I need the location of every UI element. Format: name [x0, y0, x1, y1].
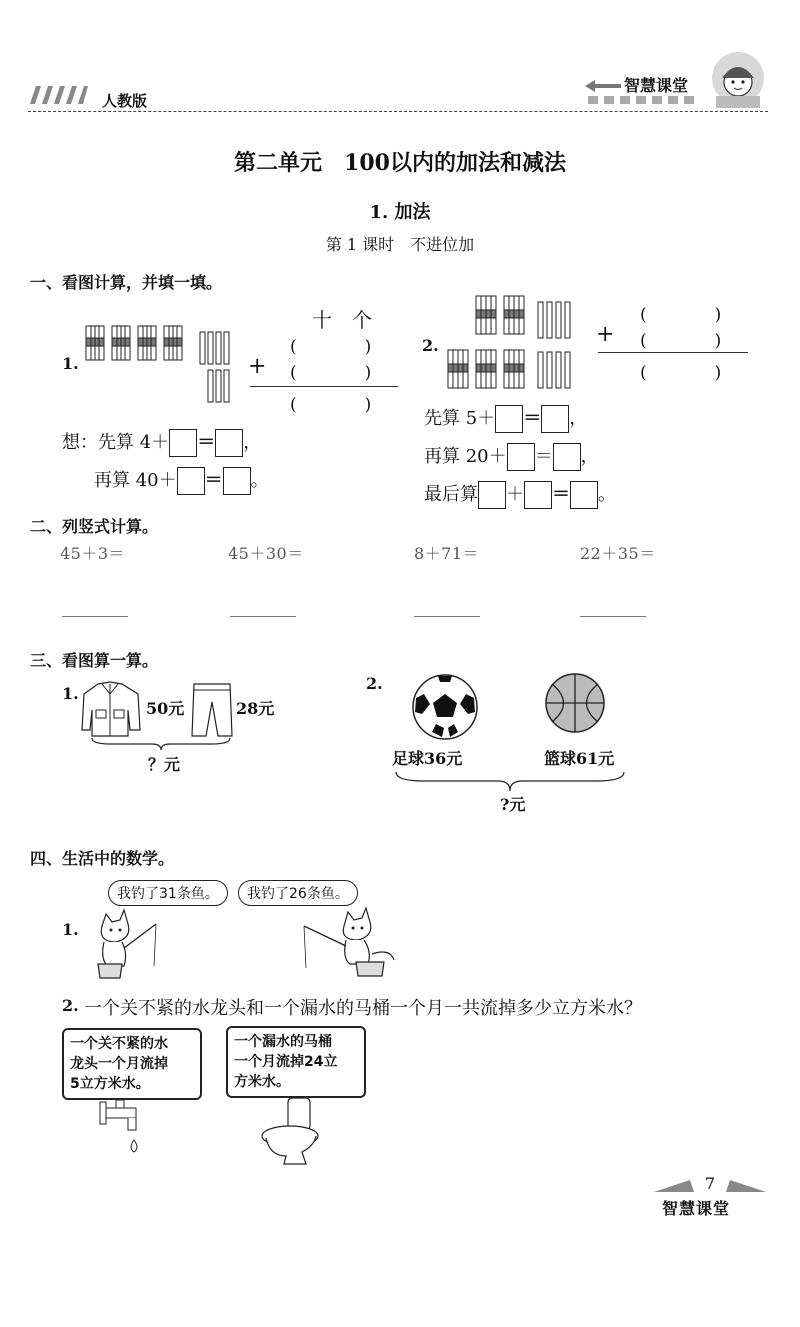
girl-mascot-icon: [708, 52, 770, 110]
note-line: 一个关不紧的水: [70, 1036, 168, 1052]
unit-title: 第二单元 100以内的加法和减法: [234, 150, 566, 176]
pants-price: 28元: [236, 699, 275, 718]
footer-brand: 智慧课堂: [662, 1199, 731, 1218]
q1-p1-number: 1.: [62, 354, 79, 373]
q3-p2-number: 2.: [366, 674, 383, 693]
q4-p2-number: 2.: [62, 996, 79, 1015]
answer-box[interactable]: [570, 481, 598, 509]
toilet-image: [256, 1096, 336, 1166]
note-line: 龙头一个月流掉: [70, 1056, 168, 1072]
comma: ，: [243, 432, 262, 453]
q2-answer-line-2[interactable]: [230, 616, 296, 617]
speech-bubble-2: 我钓了26条鱼。: [238, 880, 358, 906]
q1-p1-plus: +: [248, 354, 267, 379]
note-line: 方米水。: [234, 1074, 290, 1090]
q1-p1-paren-1: ( ): [290, 337, 372, 357]
edition-label: 人教版: [102, 92, 148, 110]
note-line: 5立方米水。: [70, 1076, 150, 1092]
q3-p1-question: ？元: [148, 755, 181, 774]
speech-bubble-1: 我钓了31条鱼。: [108, 880, 228, 906]
answer-box[interactable]: [507, 443, 535, 471]
header-squares-decoration: [588, 96, 708, 106]
q1-p1-place-header: 十 个: [312, 308, 372, 332]
equals-sign: ＝: [204, 470, 223, 491]
comma: ，: [569, 408, 588, 429]
ten-bundles-top-image: [474, 294, 528, 338]
period: 。: [250, 470, 269, 491]
lesson-title: 第 1 课时 不进位加: [325, 235, 475, 254]
q4-heading: 四、生活中的数学。: [30, 849, 175, 868]
answer-box[interactable]: [478, 481, 506, 509]
q1-p2-paren-2: ( ): [640, 331, 722, 351]
single-sticks-image: [198, 330, 234, 406]
q3-p2-brace: [394, 770, 626, 794]
q1-p1-think-line2: [94, 466, 269, 495]
answer-box[interactable]: [553, 443, 581, 471]
think-line2-text: 再算 40＋: [94, 470, 177, 491]
q1-p2-line1: [424, 404, 587, 433]
plus-sign: ＋: [506, 484, 524, 505]
comma: ，: [580, 446, 599, 467]
q1-p2-plus: +: [596, 322, 615, 347]
answer-box[interactable]: [495, 405, 523, 433]
answer-box[interactable]: [215, 429, 243, 457]
jacket-image: [80, 680, 142, 738]
pants-image: [190, 682, 234, 738]
q1-p2-line3: [424, 480, 616, 509]
single-sticks-p2-image: [536, 300, 580, 394]
ten-bundles-image: [84, 324, 184, 364]
q3-p1-number: 1.: [62, 684, 79, 703]
note-line: 一个月流掉24立: [234, 1054, 338, 1070]
equals-sign: ＝: [197, 432, 216, 453]
faucet-image: [98, 1098, 158, 1158]
q3-p2-question: ?元: [500, 795, 526, 814]
soccer-ball-image: [410, 672, 480, 742]
q1-p2-paren-3: ( ): [640, 363, 722, 383]
line2-text: 再算 20＋: [424, 446, 507, 467]
answer-box[interactable]: [169, 429, 197, 457]
cat-fishing-right-image: [298, 904, 398, 980]
equals-sign: ＝: [552, 484, 570, 505]
basketball-image: [544, 672, 606, 734]
q2-heading: 二、列竖式计算。: [30, 517, 159, 536]
q2-answer-line-4[interactable]: [580, 616, 646, 617]
answer-box[interactable]: [223, 467, 251, 495]
equals-sign: ＝: [534, 446, 553, 467]
note-line: 一个漏水的马桶: [234, 1034, 332, 1050]
q2-item-1: 45＋3＝: [60, 544, 126, 563]
jacket-price: 50元: [146, 699, 185, 718]
equals-sign: ＝: [523, 408, 542, 429]
section-title: 1. 加法: [369, 202, 431, 223]
q2-item-2: 45＋30＝: [228, 544, 304, 563]
brand-title: 智慧课堂: [624, 76, 689, 95]
note-toilet: [226, 1026, 366, 1098]
header-stripes-decoration: [28, 84, 88, 106]
soccer-label: 足球36元: [392, 749, 463, 768]
q1-p2-line2: [424, 442, 599, 471]
line1-text: 先算 5＋: [424, 408, 496, 429]
header-divider: [28, 111, 768, 112]
q4-p1-number: 1.: [62, 920, 79, 939]
q3-p1-brace: [90, 736, 232, 752]
cat-fishing-left-image: [84, 904, 164, 980]
q1-p2-number: 2.: [422, 336, 439, 355]
ten-bundles-bottom-image: [446, 348, 530, 392]
line3-text: 最后算: [424, 484, 478, 505]
q3-heading: 三、看图算一算。: [30, 651, 159, 670]
q1-p2-paren-1: ( ): [640, 305, 722, 325]
answer-box[interactable]: [524, 481, 552, 509]
q1-p1-paren-2: ( ): [290, 363, 372, 383]
page-number: 7: [704, 1174, 716, 1193]
note-faucet: [62, 1028, 202, 1100]
header: [0, 0, 800, 120]
q2-answer-line-1[interactable]: [62, 616, 128, 617]
q2-item-3: 8＋71＝: [414, 544, 480, 563]
answer-box[interactable]: [541, 405, 569, 433]
q2-answer-line-3[interactable]: [414, 616, 480, 617]
basketball-label: 篮球61元: [544, 749, 615, 768]
arrow-icon: [585, 80, 621, 92]
q1-p1-think-line1: [62, 428, 261, 457]
q1-p1-paren-3: ( ): [290, 395, 372, 415]
q1-p1-sum-line: [250, 386, 398, 387]
period: 。: [598, 484, 616, 505]
q4-p2-question: 一个关不紧的水龙头和一个漏水的马桶一个月一共流掉多少立方米水？: [84, 998, 642, 1019]
think-line1-text: 想：先算 4＋: [62, 432, 170, 453]
q1-p2-sum-line: [598, 352, 748, 353]
q2-item-4: 22＋35＝: [580, 544, 656, 563]
answer-box[interactable]: [177, 467, 205, 495]
q1-heading: 一、看图计算，并填一填。: [30, 273, 223, 292]
